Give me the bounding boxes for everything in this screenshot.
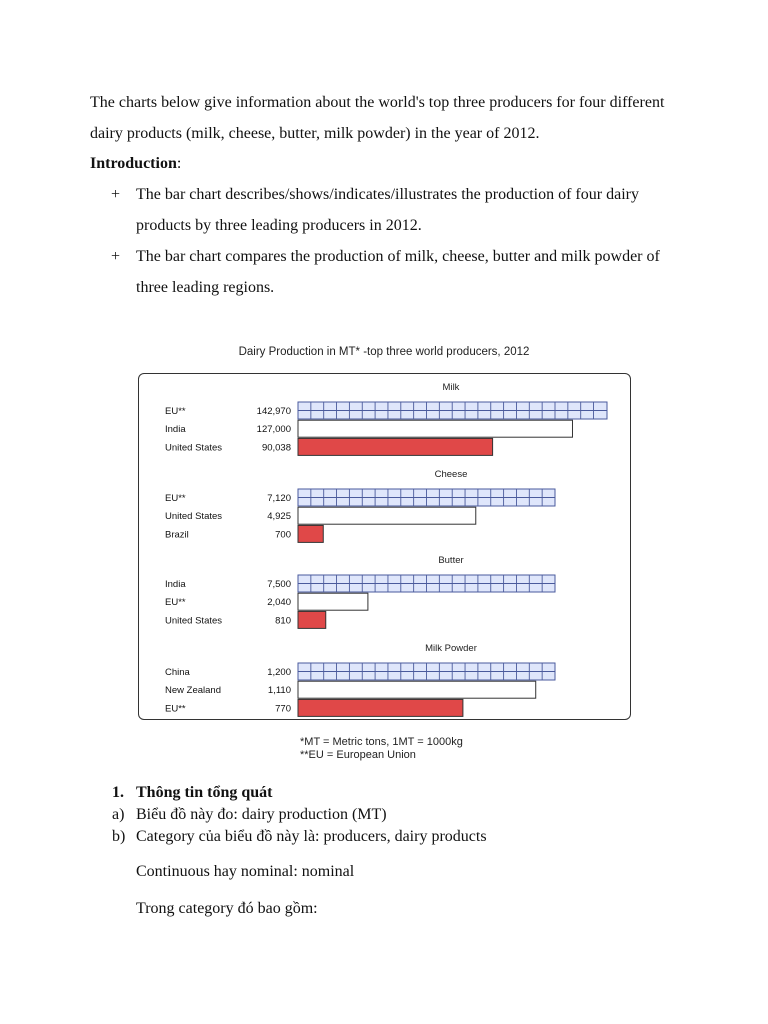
- value-label-milk-powder-2: 770: [275, 703, 291, 715]
- producer-label-cheese-1: United States: [165, 511, 223, 523]
- value-label-cheese-2: 700: [275, 529, 291, 541]
- footnote-eu: **EU = European Union: [300, 749, 416, 761]
- producer-label-milk-powder-0: China: [165, 667, 190, 678]
- producer-label-butter-0: India: [165, 579, 186, 590]
- producer-label-milk-0: EU**: [165, 406, 186, 417]
- producer-label-milk-powder-2: EU**: [165, 703, 186, 715]
- value-label-milk-0: 142,970: [256, 406, 291, 417]
- producer-label-butter-2: United States: [165, 615, 223, 627]
- producer-label-milk-powder-1: New Zealand: [165, 685, 221, 697]
- bar-butter-1: [298, 593, 368, 610]
- intro-line-1: The charts below give information about the world's top three producers for four different: [90, 94, 665, 111]
- group-title-milk: Milk: [442, 382, 460, 393]
- producer-label-milk-1: India: [165, 424, 186, 436]
- intro-line-2: dairy products (milk, cheese, butter, milk powder) in the year of 2012.: [90, 125, 540, 142]
- item-a-text: Biểu đồ này đo: dairy production (MT): [136, 806, 387, 823]
- bullet-symbol-2: +: [111, 248, 121, 265]
- value-label-milk-1: 127,000: [256, 424, 291, 436]
- item-a-label: a): [112, 806, 125, 823]
- bar-milk-powder-1: [298, 681, 536, 698]
- producer-label-cheese-0: EU**: [165, 493, 186, 504]
- producer-label-butter-1: EU**: [165, 597, 186, 609]
- chart-title: Dairy Production in MT* -top three world producers, 2012: [238, 346, 530, 358]
- chart-svg: [139, 374, 630, 719]
- bullet-2-line-1: The bar chart compares the production of milk, cheese, butter and milk powder of: [136, 248, 660, 265]
- value-label-butter-2: 810: [275, 615, 291, 627]
- bar-butter-2: [298, 611, 326, 628]
- producer-label-cheese-2: Brazil: [165, 529, 189, 541]
- bar-cheese-1: [298, 507, 476, 524]
- value-label-butter-0: 7,500: [267, 579, 291, 590]
- continuous-nominal-line: Continuous hay nominal: nominal: [136, 863, 355, 880]
- value-label-butter-1: 2,040: [267, 597, 291, 609]
- introduction-heading: [90, 155, 181, 173]
- bullet-2-line-2: three leading regions.: [136, 279, 275, 296]
- introduction-heading-text: Introduction: [90, 155, 177, 172]
- value-label-cheese-1: 4,925: [267, 511, 291, 523]
- bullet-symbol-1: +: [111, 186, 121, 203]
- section-1-title: Thông tin tổng quát: [136, 784, 273, 801]
- value-label-milk-powder-0: 1,200: [267, 667, 291, 678]
- group-title-milk-powder: Milk Powder: [425, 643, 477, 654]
- bar-milk-powder-2: [298, 699, 463, 716]
- bullet-1-line-2: products by three leading producers in 2012.: [136, 217, 422, 234]
- bar-milk-1: [298, 420, 572, 437]
- section-1-number: 1.: [112, 784, 124, 801]
- producer-label-milk-2: United States: [165, 442, 223, 454]
- item-b-text: Category của biểu đồ này là: producers, dairy products: [136, 828, 487, 845]
- bullet-1-line-1: The bar chart describes/shows/indicates/illustrates the production of four dairy: [136, 186, 639, 203]
- category-includes-line: Trong category đó bao gồm:: [136, 900, 318, 917]
- chart-frame: [138, 373, 631, 720]
- value-label-milk-powder-1: 1,110: [267, 685, 291, 697]
- introduction-colon: :: [176, 155, 182, 172]
- group-title-cheese: Cheese: [434, 469, 468, 480]
- footnote-mt: *MT = Metric tons, 1MT = 1000kg: [300, 736, 463, 748]
- value-label-milk-2: 90,038: [261, 442, 291, 454]
- item-b-label: b): [112, 828, 126, 845]
- value-label-cheese-0: 7,120: [267, 493, 291, 504]
- group-title-butter: Butter: [438, 555, 464, 566]
- bar-cheese-2: [298, 525, 323, 542]
- bar-milk-2: [298, 438, 493, 455]
